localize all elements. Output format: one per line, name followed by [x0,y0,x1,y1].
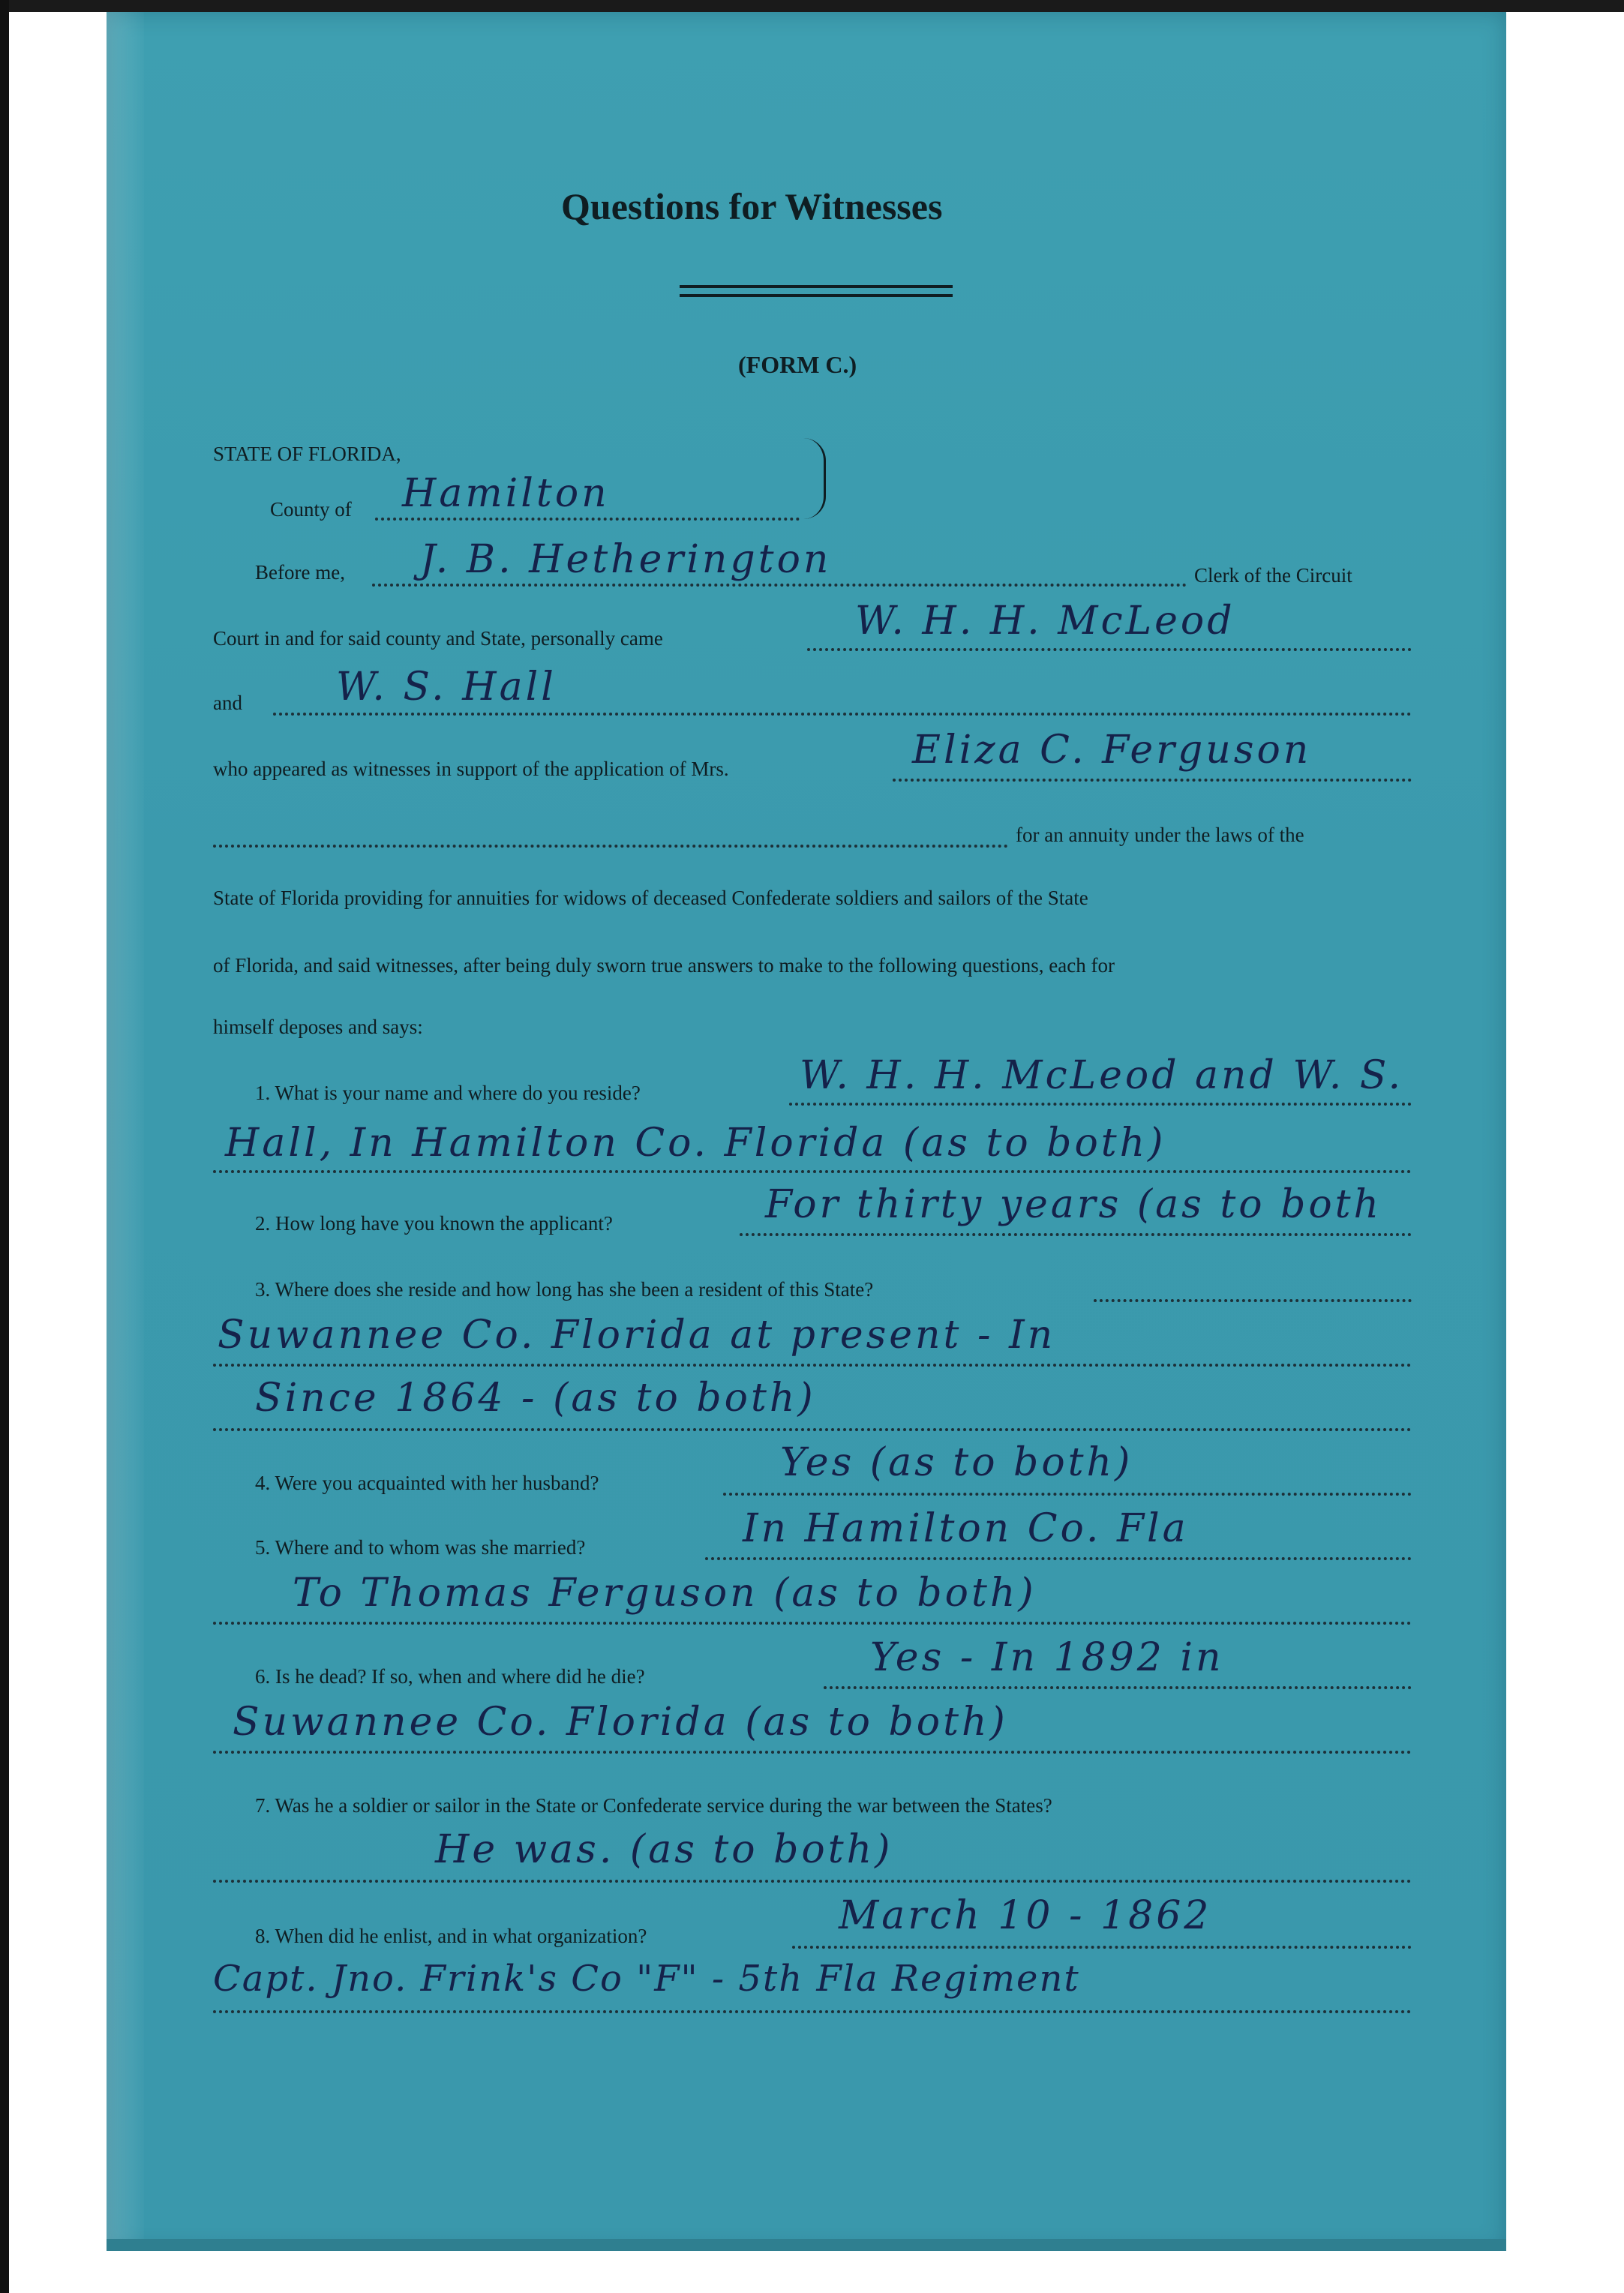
answer-8-line-a [792,1946,1412,1949]
answer-7-line [213,1880,1412,1883]
state-label: STATE OF FLORIDA, [213,443,401,465]
witness2-name: W. S. Hall [336,665,557,710]
left-edge [0,0,9,2293]
venue-brace [803,438,826,519]
and-label: and [213,692,242,714]
answer-6a: Yes - In 1892 in [870,1635,1224,1680]
answer-1-line-b [213,1170,1412,1173]
question-2: 2. How long have you known the applicant? [255,1212,613,1235]
answer-8-line-b [213,2010,1412,2013]
witness1-line [807,648,1412,651]
court-line: Court in and for said county and State, personally came [213,627,663,650]
applicant-underline [893,779,1412,782]
clerk-name: J. B. Hetherington [420,537,832,582]
clerk-suffix: Clerk of the Circuit [1194,564,1352,587]
before-me-label: Before me, [255,561,345,584]
top-edge [0,0,1624,12]
title-rule-bottom [680,294,953,297]
page-binding [107,12,144,2251]
question-5: 5. Where and to whom was she married? [255,1536,586,1559]
sworn-line: of Florida, and said witnesses, after being duly sworn true answers to make to the following questions, each for [213,954,1115,977]
answer-4-line [723,1493,1412,1496]
answer-1a: W. H. H. McLeod and W. S. [800,1053,1404,1098]
answer-6-line-b [213,1751,1412,1754]
answer-8b: Capt. Jno. Frink's Co "F" - 5th Fla Regiment [213,1958,1080,2000]
page-bottom-edge [107,2239,1506,2251]
state-provision-line: State of Florida providing for annuities for widows of deceased Confederate soldiers and sailors of the State [213,887,1088,909]
answer-7: He was. (as to both) [435,1827,893,1872]
applicant-line: who appeared as witnesses in support of the application of Mrs. [213,758,729,780]
form-identifier: (FORM C.) [738,351,857,378]
question-4: 4. Were you acquainted with her husband? [255,1472,599,1494]
answer-3a: Suwannee Co. Florida at present - In [218,1313,1056,1358]
applicant-cont-line [213,845,1008,848]
answer-5b: To Thomas Ferguson (as to both) [293,1571,1037,1616]
deposes-line: himself deposes and says: [213,1016,423,1038]
county-label: County of [270,498,352,521]
answer-3-line-a [1094,1299,1412,1302]
answer-3-line-c [213,1428,1412,1431]
answer-2: For thirty years (as to both [765,1182,1382,1227]
question-3: 3. Where does she reside and how long has she been a resident of this State? [255,1278,874,1301]
question-6: 6. Is he dead? If so, when and where did he die? [255,1665,645,1688]
answer-3-line-b [213,1364,1412,1367]
form-title: Questions for Witnesses [561,185,943,227]
answer-5-line-b [213,1622,1412,1625]
answer-5-line-a [705,1557,1412,1560]
answer-1b: Hall, In Hamilton Co. Florida (as to both) [225,1121,1166,1166]
clerk-line [372,584,1187,587]
county-line [375,518,800,521]
answer-6-line-a [824,1686,1412,1689]
county-value: Hamilton [402,471,610,516]
title-rule-top [680,285,953,288]
answer-6b: Suwannee Co. Florida (as to both) [233,1700,1008,1745]
question-7: 7. Was he a soldier or sailor in the State or Confederate service during the war between the States? [255,1794,1052,1817]
annuity-line: for an annuity under the laws of the [1016,824,1304,846]
answer-1-line-a [789,1103,1412,1106]
answer-4: Yes (as to both) [780,1440,1133,1485]
answer-5a: In Hamilton Co. Fla [743,1506,1189,1551]
question-8: 8. When did he enlist, and in what organization? [255,1925,647,1947]
answer-2-line [740,1233,1412,1236]
question-1: 1. What is your name and where do you reside? [255,1082,641,1104]
witness1-name: W. H. H. McLeod [855,599,1235,644]
applicant-name: Eliza C. Ferguson [912,728,1312,773]
answer-3b: Since 1864 - (as to both) [255,1376,816,1421]
answer-8a: March 10 - 1862 [839,1893,1212,1938]
witness2-line [273,713,1412,716]
